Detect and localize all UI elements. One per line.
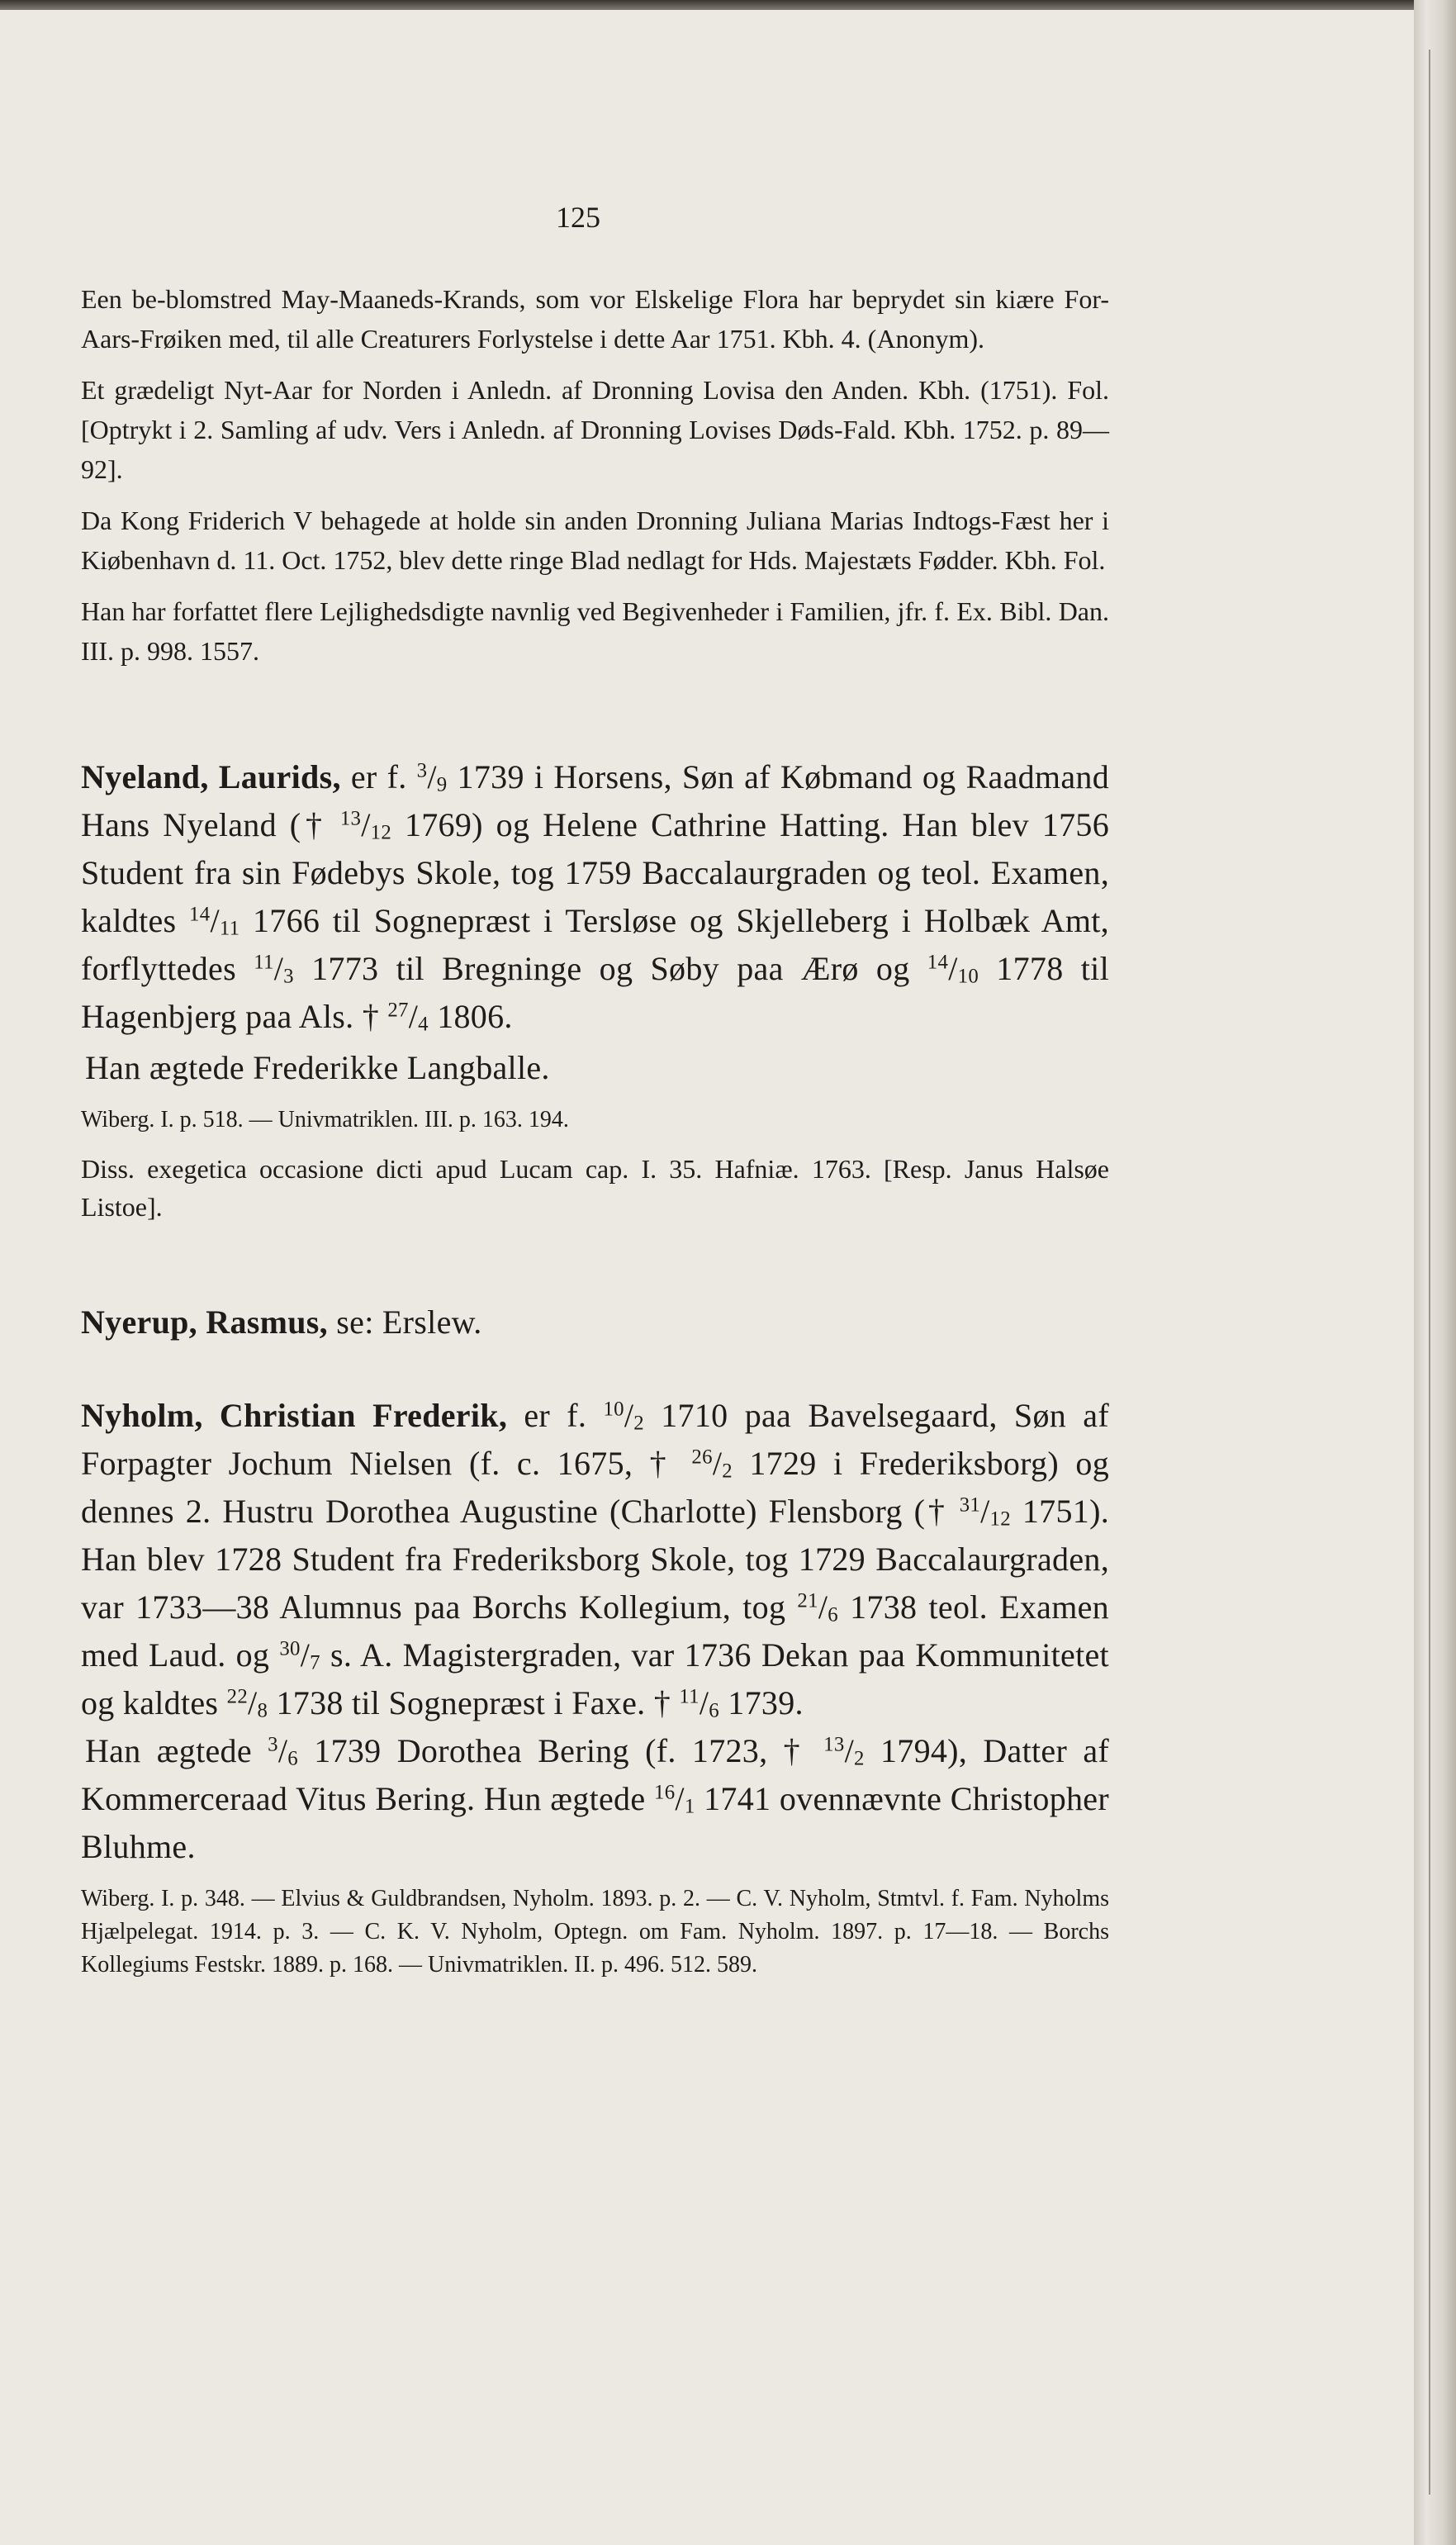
nyeland-biography: Nyeland, Laurids, er f. $^3/_9$ 1739 i Horsens, Søn af Købmand og Raadmand Hans Nyeland († $^{13}/_{12}$ 1769) og Helene Cathrine Hatting. Han blev 1756 Student fra sin Fødebys Skole, tog 1759 Baccalaurgraden og teol. Examen, kaldtes $^{14}/_{11}$ 1766 til Sognepræst i Tersløse og Skjelleberg i Holbæk Amt, forflyttedes $^{11}/_3$ 1773 til Bregninge og Søby paa Ærø og $^{14}/_{10}$ 1778 til Hagenbjerg paa Als. † $^{27}/_4$ 1806.	[81, 758, 1109, 1036]
intro-paragraph-2: Et grædeligt Nyt-Aar for Norden i Anledn. af Dronning Lovisa den Anden. Kbh. (1751). Fol. [Optrykt i 2. Samling af udv. Vers i Anledn. af Dronning Lovises Døds-Fald. Kbh. 1752. p. 89—92].	[81, 375, 1109, 484]
nyeland-marriage: Han ægtede Frederikke Langballe.	[85, 1049, 550, 1086]
entry-name-nyerup: Nyerup, Rasmus,	[81, 1303, 328, 1341]
entry-nyholm	[81, 1392, 1109, 1982]
nyholm-references: Wiberg. I. p. 348. — Elvius & Guldbrandsen, Nyholm. 1893. p. 2. — C. V. Nyholm, Stmtvl. f. Fam. Nyholms Hjælpelegat. 1914. p. 3. — C. K. V. Nyholm, Optegn. om Fam. Nyholm. 1897. p. 17—18. — Borchs Kollegiums Festskr. 1889. p. 168. — Univmatriklen. II. p. 496. 512. 589.	[81, 1886, 1109, 1978]
entry-nyerup	[81, 1299, 1109, 1346]
nyerup-crossref: se: Erslew.	[336, 1303, 482, 1341]
entry-nyeland	[81, 753, 1109, 1226]
scan-page-edge	[1414, 0, 1456, 2545]
entry-name-nyeland: Nyeland, Laurids,	[81, 758, 341, 795]
page-number: 125	[556, 201, 600, 234]
nyholm-biography: Nyholm, Christian Frederik, er f. $^{10}/_2$ 1710 paa Bavelsegaard, Søn af Forpagter Jochum Nielsen (f. c. 1675, † $^{26}/_2$ 1729 i Frederiksborg) og dennes 2. Hustru Dorothea Augustine (Charlotte) Flensborg († $^{31}/_{12}$ 1751). Han blev 1728 Student fra Frederiksborg Skole, tog 1729 Baccalaurgraden, var 1733—38 Alumnus paa Borchs Kollegium, tog $^{21}/_6$ 1738 teol. Examen med Laud. og $^{30}/_7$ s. A. Magistergraden, var 1736 Dekan paa Kommunitetet og kaldtes $^{22}/_8$ 1738 til Sognepræst i Faxe. † $^{11}/_6$ 1739.	[81, 1397, 1109, 1722]
nyeland-references: Wiberg. I. p. 518. — Univmatriklen. III. p. 163. 194.	[81, 1107, 569, 1132]
entry-name-nyholm: Nyholm, Christian Frederik,	[81, 1397, 508, 1434]
intro-paragraph-3: Da Kong Friderich V behagede at holde sin anden Dronning Juliana Marias Indtogs-Fæst her i Kiøbenhavn d. 11. Oct. 1752, blev dette ringe Blad nedlagt for Hds. Majestæts Fødder. Kbh. Fol.	[81, 506, 1109, 575]
document-page	[0, 10, 1414, 2545]
nyholm-marriage: Han ægtede $^3/_6$ 1739 Dorothea Bering (f. 1723, † $^{13}/_2$ 1794), Datter af Kommerceraad Vitus Bering. Hun ægtede $^{16}/_1$ 1741 ovennævnte Christopher Bluhme.	[81, 1732, 1110, 1865]
intro-paragraph-1: Een be-blomstred May-Maaneds-Krands, som vor Elskelige Flora har beprydet sin kiære For-Aars-Frøiken med, til alle Creaturers Forlystelse i dette Aar 1751. Kbh. 4. (Anonym).	[81, 284, 1109, 354]
intro-paragraph-4: Han har forfattet flere Lejlighedsdigte navnlig ved Begivenheder i Familien, jfr. f. Ex. Bibl. Dan. III. p. 998. 1557.	[81, 596, 1109, 666]
intro-section	[81, 279, 1109, 682]
nyeland-work: Diss. exegetica occasione dicti apud Lucam cap. I. 35. Hafniæ. 1763. [Resp. Janus Halsøe Listoe].	[81, 1154, 1109, 1222]
